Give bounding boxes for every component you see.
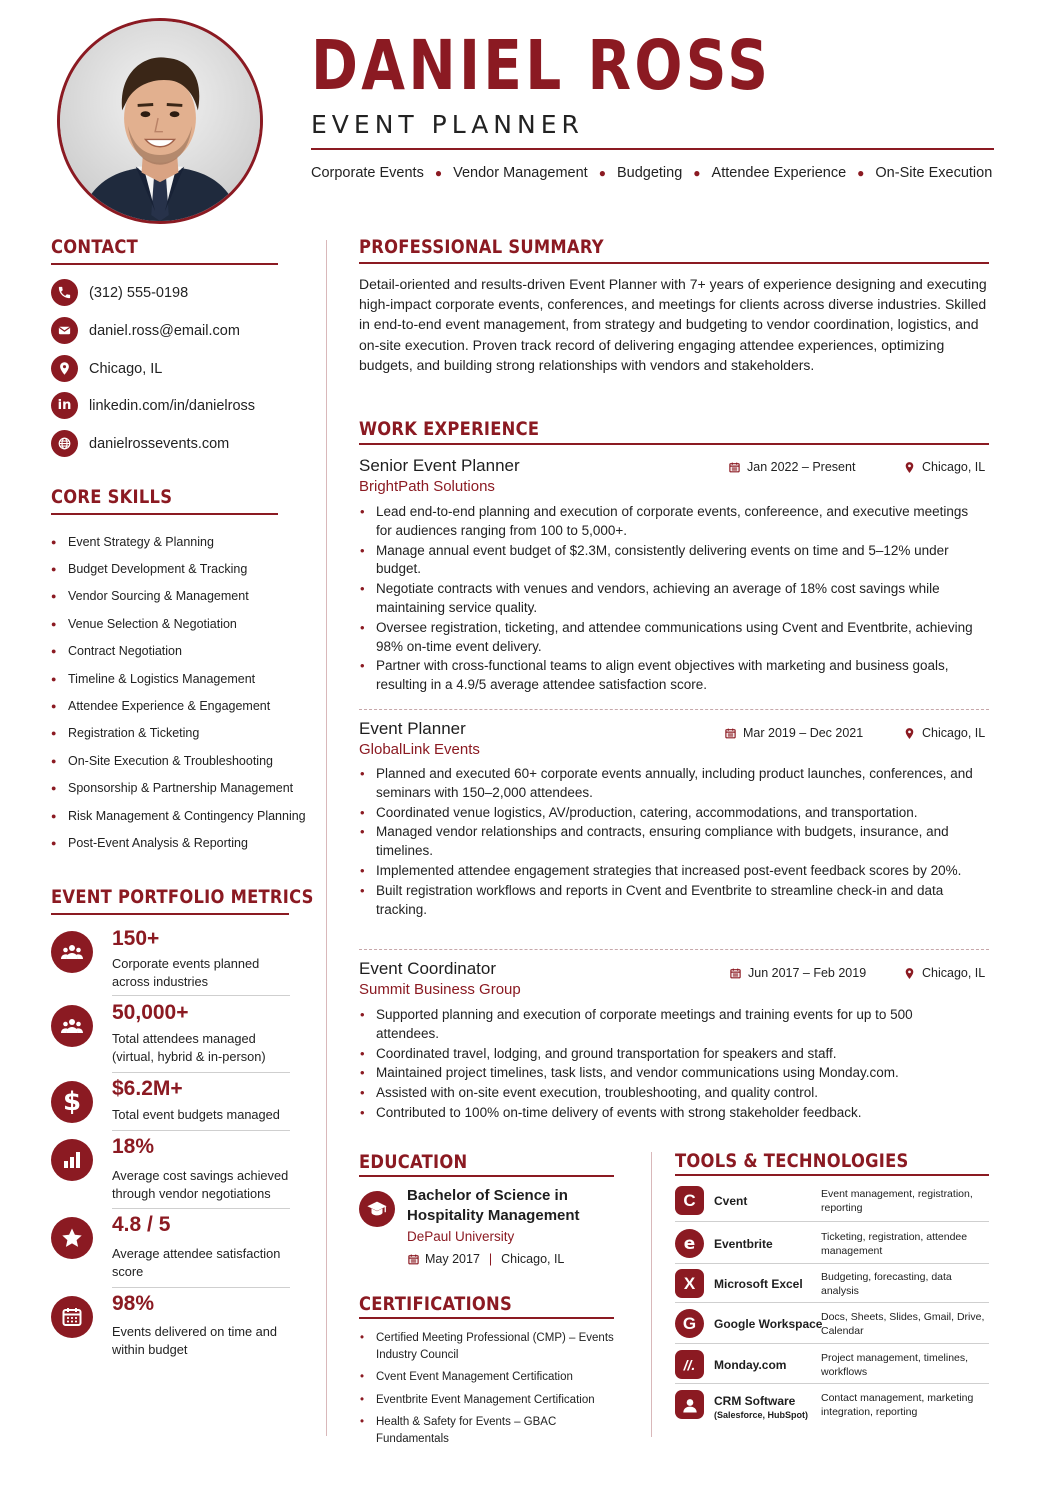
bullet-dot-icon: ● [434,166,443,180]
list-item: • Negotiate contracts with venues and vendors, achieving an average of 18% cost savings while maintaining service quality. [359,580,974,618]
experience-heading: WORK EXPERIENCE [359,418,540,440]
tool-description: Contact management, marketing integration, reporting [821,1392,974,1418]
job-dates: Mar 2019 – Dec 2021 [724,726,863,740]
tool-name: Google Workspace [714,1317,823,1331]
people-icon [51,1005,93,1047]
tool-row [675,1225,989,1265]
metric-description: Events delivered on time and within budget [112,1324,278,1357]
degree: Bachelor of Science in Hospitality Management [407,1187,580,1224]
job-location: Chicago, IL [903,966,985,980]
list-item: ● Registration & Ticketing [51,726,200,741]
job-company: Summit Business Group [359,981,521,998]
list-item: • Eventbrite Event Management Certification [359,1392,629,1409]
job-bullets [359,503,974,696]
contact-phone-text[interactable]: (312) 555-0198 [89,284,189,301]
tool-description: Ticketing, registration, attendee management [821,1231,968,1257]
tool-description: Project management, timelines, workflows [821,1352,969,1378]
list-item: • Implemented attendee engagement strategies that increased post-event feedback scores by 20%. [359,862,974,881]
tagline [311,165,992,181]
tool-description: Docs, Sheets, Slides, Gmail, Drive, Calendar [821,1311,985,1337]
metric-divider [112,1287,290,1288]
calendar-icon [51,1296,93,1338]
header-divider [311,148,994,150]
contact-website [51,430,229,457]
portrait-illustration [60,21,260,221]
phone-icon [51,279,78,306]
tag: Attendee Experience [711,165,847,181]
tool-name: Monday.com [714,1358,787,1372]
envelope-icon [51,317,78,344]
metric-divider [112,1208,290,1209]
list-item: • Oversee registration, ticketing, and attendee communications using Cvent and Eventbrite, achieving 98% on-time event delivery. [359,619,974,657]
star-icon [51,1217,93,1259]
metric-value: 150+ [112,927,160,950]
job-title: Event Planner [359,719,466,738]
metrics-rule [51,913,289,915]
list-item: • Maintained project timelines, task lists, and vendor communications using Monday.com. [359,1064,974,1083]
tag: On-Site Execution [875,165,993,181]
metric-card [51,1135,289,1209]
list-item: • Cvent Event Management Certification [359,1369,629,1386]
metric-card [51,1001,289,1073]
metrics-heading: EVENT PORTFOLIO METRICS [51,886,314,908]
list-item: ● Sponsorship & Partnership Management [51,781,294,796]
bullet-dot-icon: ● [51,618,57,629]
bullet-dot-icon: ● [51,783,57,794]
map-pin-icon [51,355,78,382]
bullet-dot-icon: ● [51,673,57,684]
list-item: ● Post-Event Analysis & Reporting [51,835,248,850]
list-item: • Manage annual event budget of $2.3M, consistently delivering events on time and 5–12% under budget. [359,542,974,580]
profile-photo [57,18,263,224]
contact-linkedin-text[interactable]: linkedin.com/in/danielross [89,397,256,414]
tool-row [675,1265,989,1305]
person-card-icon [675,1390,704,1419]
bullet-dot-icon: ● [51,837,57,848]
education-meta: May 2017 | Chicago, IL [407,1252,564,1266]
skills-list [51,528,306,857]
monday-icon: //. [675,1350,704,1379]
bar-chart-icon [51,1139,93,1181]
tool-row [675,1346,989,1386]
metric-divider [112,1072,290,1073]
contact-email-text[interactable]: daniel.ross@email.com [89,322,240,339]
job-title: Event Coordinator [359,959,497,978]
job-title: Senior Event Planner [359,456,520,475]
job-bullets [359,1006,974,1124]
tag: Budgeting [616,165,683,181]
school: DePaul University [407,1229,515,1244]
metric-card [51,1213,289,1289]
metric-divider [112,995,290,996]
globe-icon [51,430,78,457]
list-item: ● Budget Development & Tracking [51,562,248,577]
job-location: Chicago, IL [903,726,985,740]
tool-divider [675,1221,989,1222]
job-dates: Jun 2017 – Feb 2019 [729,966,866,980]
list-item: ● Timeline & Logistics Management [51,671,256,686]
tool-name: CRM Software [714,1394,796,1408]
tool-divider [675,1302,989,1303]
list-item: ● On-Site Execution & Troubleshooting [51,753,273,768]
job-location: Chicago, IL [903,460,985,474]
certifications-list [359,1330,629,1453]
map-pin-icon [903,967,916,980]
list-item: • Lead end-to-end planning and execution of corporate events, confereence, and executive meetings for audiences ranging from 100 to 5,000+. [359,503,974,541]
list-item: • Assisted with on-site event execution, troubleshooting, and quality control. [359,1084,974,1103]
metric-value: 4.8 / 5 [112,1213,171,1236]
tools-rule [675,1174,989,1176]
metric-divider [112,1130,290,1131]
tool-row [675,1182,989,1222]
bullet-dot-icon: ● [857,166,865,180]
metric-value: 50,000+ [112,1001,189,1024]
metric-description: Total event budgets managed [112,1107,280,1122]
graduation-cap-icon [359,1191,395,1227]
cvent-icon: C [675,1186,704,1215]
certifications-heading: CERTIFICATIONS [359,1293,513,1315]
tool-row [675,1305,989,1345]
list-item: • Managed vendor relationships and contracts, ensuring compliance with budgets, insurance, and timelines. [359,823,974,861]
list-item: ● Vendor Sourcing & Management [51,589,249,604]
bullet-dot-icon: ● [598,166,606,180]
metric-card [51,1292,289,1357]
calendar-icon [728,461,741,474]
job-divider [359,709,989,710]
list-item: • Partner with cross-functional teams to align event objectives with marketing and business goals, resulting in a 4.9/5 average attendee satisfaction score. [359,657,974,695]
tool-description: Event management, registration, reporting [821,1188,973,1214]
bullet-dot-icon: ● [51,564,57,575]
tool-subtitle: (Salesforce, HubSpot) [714,1410,809,1420]
bullet-dot-icon: ● [51,536,57,547]
column-divider [326,240,327,1436]
bullet-dot-icon: ● [51,755,57,766]
list-item: • Coordinated travel, lodging, and ground transportation for speakers and staff. [359,1045,974,1064]
map-pin-icon [903,461,916,474]
column-divider [651,1152,652,1437]
metric-description: Average cost savings achieved through vendor negotiations [112,1168,289,1201]
calendar-icon [407,1253,420,1266]
list-item: • Coordinated venue logistics, AV/production, catering, accommodations, and transportation. [359,804,974,823]
bullet-dot-icon: ● [51,728,57,739]
google-icon: G [675,1309,704,1338]
people-icon [51,931,93,973]
list-item: ● Contract Negotiation [51,644,182,659]
skills-heading: CORE SKILLS [51,486,173,508]
calendar-icon [724,727,737,740]
candidate-name: DANIEL ROSS [311,26,772,106]
tool-description: Budgeting, forecasting, data analysis [821,1271,952,1297]
metric-value: $6.2M+ [112,1077,183,1100]
list-item: • Certified Meeting Professional (CMP) – Events Industry Council [359,1330,629,1363]
metric-description: Average attendee satisfaction score [112,1246,281,1279]
job-divider [359,949,989,950]
contact-location-text: Chicago, IL [89,360,163,377]
list-item: ● Risk Management & Contingency Planning [51,808,306,823]
skills-rule [51,513,278,515]
contact-rule [51,263,278,265]
experience-rule [359,443,989,445]
contact-linkedin [51,392,255,419]
metric-card [51,927,289,997]
list-item: • Planned and executed 60+ corporate events annually, including product launches, conferences, and seminars with 150–2,000 attendees. [359,765,974,803]
contact-location [51,355,162,382]
education-rule [359,1175,614,1177]
job-company: BrightPath Solutions [359,478,495,495]
tool-row [675,1386,989,1426]
linkedin-icon: in [51,392,78,419]
summary-rule [359,262,989,264]
tag: Corporate Events [311,165,424,181]
job-company: GlobalLink Events [359,741,480,758]
bullet-dot-icon: ● [693,166,701,180]
education-heading: EDUCATION [359,1151,468,1173]
bullet-dot-icon: ● [51,810,57,821]
contact-email [51,317,240,344]
tool-name: Eventbrite [714,1237,773,1251]
contact-heading: CONTACT [51,236,139,258]
eventbrite-icon: e [675,1229,704,1258]
metric-value: 98% [112,1292,155,1315]
job-dates: Jan 2022 – Present [728,460,855,474]
tool-divider [675,1263,989,1264]
contact-website-text[interactable]: danielrossevents.com [89,435,230,452]
contact-phone [51,279,188,306]
excel-icon: X [675,1269,704,1298]
metric-description: Corporate events planned across industries [112,956,260,989]
dollar-icon: $ [51,1081,93,1123]
bullet-dot-icon: ● [51,701,57,712]
calendar-icon [729,967,742,980]
bullet-dot-icon: ● [51,646,57,657]
metric-value: 18% [112,1135,155,1158]
bullet-dot-icon: ● [51,591,57,602]
list-item: ● Venue Selection & Negotiation [51,616,237,631]
certifications-rule [359,1317,614,1319]
tool-name: Microsoft Excel [714,1277,803,1291]
summary-text: Detail-oriented and results-driven Event Planner with 7+ years of experience designing and executing high-impact corporate events, conferences, and meetings for clients across diverse industries. Skilled in end-to-end event management, from strategy and budgeting to vendor coordination, logistics, and on-site execution. Proven track record of delivering engaging attendee experiences, optimizing budgets, and building strong relationships with vendors and stakeholders. [359,276,987,373]
tool-name: Cvent [714,1194,748,1208]
list-item: • Health & Safety for Events – GBAC Fundamentals [359,1414,629,1447]
list-item: • Supported planning and execution of corporate meetings and training events for up to 500 attendees. [359,1006,974,1044]
list-item: • Built registration workflows and reports in Cvent and Eventbrite to streamline check-in and data tracking. [359,882,974,920]
list-item: ● Attendee Experience & Engagement [51,699,271,714]
tool-divider [675,1383,989,1384]
tool-divider [675,1343,989,1344]
job-bullets [359,765,974,920]
tools-heading: TOOLS & TECHNOLOGIES [675,1150,909,1172]
candidate-title: EVENT PLANNER [311,110,584,139]
list-item: • Contributed to 100% on-time delivery of events with strong stakeholder feedback. [359,1104,974,1123]
map-pin-icon [903,727,916,740]
summary-heading: PROFESSIONAL SUMMARY [359,236,604,258]
list-item: ● Event Strategy & Planning [51,534,214,549]
tag: Vendor Management [453,165,588,181]
metric-card [51,1077,289,1131]
metric-description: Total attendees managed (virtual, hybrid & in-person) [112,1031,266,1064]
